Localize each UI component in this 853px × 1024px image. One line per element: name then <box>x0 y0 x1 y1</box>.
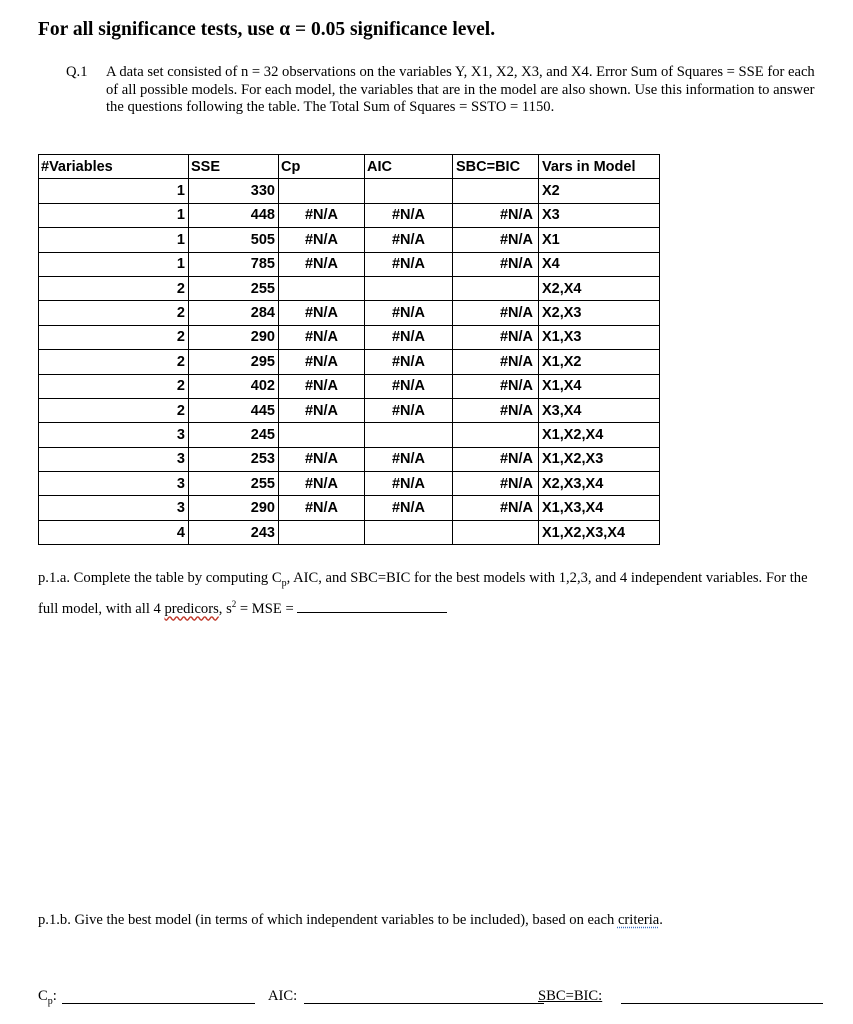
p1a-text-mid: , AIC, and SBC=BIC for the best models with 1,2,3, and 4 independent variables. For the full model, with all 4 <box>38 570 808 617</box>
sbc-answer-label: SBC=BIC: <box>538 988 603 1004</box>
cell-aic: #N/A <box>365 374 453 398</box>
cell-vars-in-model: X1,X2,X3 <box>539 447 660 471</box>
page-heading <box>38 19 495 41</box>
table-row <box>39 325 660 349</box>
cell-sse: 253 <box>189 447 279 471</box>
cell-aic: #N/A <box>365 447 453 471</box>
cell-cp: #N/A <box>279 472 365 496</box>
cell-sbc-bic: #N/A <box>453 228 539 252</box>
cell-num-variables: 1 <box>39 252 189 276</box>
table-row <box>39 447 660 471</box>
header-sbc-bic: SBC=BIC <box>453 155 539 179</box>
cell-num-variables: 4 <box>39 520 189 544</box>
mse-answer-blank[interactable] <box>297 612 447 613</box>
cell-cp: #N/A <box>279 374 365 398</box>
cell-cp: #N/A <box>279 228 365 252</box>
cell-num-variables: 3 <box>39 472 189 496</box>
models-table <box>38 154 660 545</box>
cell-aic <box>365 179 453 203</box>
cell-cp: #N/A <box>279 350 365 374</box>
cell-num-variables: 2 <box>39 301 189 325</box>
cell-vars-in-model: X1,X2,X3,X4 <box>539 520 660 544</box>
p1a-subscript-p: p <box>281 577 287 589</box>
question-text: A data set consisted of n = 32 observations on the variables Y, X1, X2, X3, and X4. Error Sum of Squares = SSE for each of all possible models. For each model, the variables that are in the model are also shown. Use this information to answer the questions following the table. The Total Sum of Squares = SSTO = 1150. <box>106 64 815 115</box>
p1b-period: . <box>659 912 663 928</box>
cell-vars-in-model: X1,X2,X4 <box>539 423 660 447</box>
cell-cp: #N/A <box>279 325 365 349</box>
heading-text-end: = 0.05 significance level. <box>290 19 496 40</box>
table-row <box>39 301 660 325</box>
cell-num-variables: 2 <box>39 325 189 349</box>
aic-answer-blank[interactable] <box>304 1003 544 1004</box>
cell-sse: 284 <box>189 301 279 325</box>
cell-sse: 295 <box>189 350 279 374</box>
cell-aic: #N/A <box>365 203 453 227</box>
question-p1b <box>38 912 663 929</box>
cell-num-variables: 1 <box>39 203 189 227</box>
table-row <box>39 398 660 422</box>
cell-sbc-bic: #N/A <box>453 325 539 349</box>
cell-sse: 290 <box>189 496 279 520</box>
cell-sse: 505 <box>189 228 279 252</box>
cell-aic: #N/A <box>365 301 453 325</box>
cell-num-variables: 2 <box>39 276 189 300</box>
misspelled-word: predicors <box>164 600 219 617</box>
table-row <box>39 179 660 203</box>
cell-sbc-bic: #N/A <box>453 252 539 276</box>
cell-sse: 445 <box>189 398 279 422</box>
cell-sbc-bic: #N/A <box>453 472 539 496</box>
p1b-text: p.1.b. Give the best model (in terms of which independent variables to be included), based on each <box>38 912 618 928</box>
cell-cp: #N/A <box>279 496 365 520</box>
cell-vars-in-model: X2,X4 <box>539 276 660 300</box>
cell-aic <box>365 520 453 544</box>
p1a-text: p.1.a. Complete the table by computing C <box>38 570 282 586</box>
cell-sbc-bic: #N/A <box>453 374 539 398</box>
table-row <box>39 252 660 276</box>
p1a-superscript-2: 2 <box>231 598 237 609</box>
cell-num-variables: 2 <box>39 398 189 422</box>
cell-cp <box>279 520 365 544</box>
cell-sbc-bic <box>453 520 539 544</box>
cell-cp: #N/A <box>279 203 365 227</box>
cell-aic: #N/A <box>365 496 453 520</box>
table-row <box>39 276 660 300</box>
cell-num-variables: 1 <box>39 228 189 252</box>
cell-vars-in-model: X3,X4 <box>539 398 660 422</box>
cell-cp <box>279 423 365 447</box>
cell-sbc-bic: #N/A <box>453 301 539 325</box>
table-header-row <box>39 155 660 179</box>
cell-sbc-bic <box>453 423 539 447</box>
cell-aic <box>365 423 453 447</box>
header-aic: AIC <box>365 155 453 179</box>
table-row <box>39 423 660 447</box>
cell-vars-in-model: X2,X3,X4 <box>539 472 660 496</box>
cell-sbc-bic <box>453 276 539 300</box>
header-vars-in-model: Vars in Model <box>539 155 660 179</box>
question-number: Q.1 <box>66 64 88 80</box>
cell-num-variables: 1 <box>39 179 189 203</box>
table-row <box>39 374 660 398</box>
cell-aic: #N/A <box>365 350 453 374</box>
cell-sse: 243 <box>189 520 279 544</box>
cell-sbc-bic: #N/A <box>453 203 539 227</box>
cell-vars-in-model: X3 <box>539 203 660 227</box>
cell-aic: #N/A <box>365 398 453 422</box>
table-row <box>39 472 660 496</box>
cell-aic: #N/A <box>365 252 453 276</box>
cell-cp: #N/A <box>279 398 365 422</box>
table-row <box>39 496 660 520</box>
cell-aic: #N/A <box>365 228 453 252</box>
cell-sbc-bic: #N/A <box>453 447 539 471</box>
cell-cp: #N/A <box>279 447 365 471</box>
cell-aic <box>365 276 453 300</box>
table-row <box>39 350 660 374</box>
cell-cp: #N/A <box>279 252 365 276</box>
cell-sse: 448 <box>189 203 279 227</box>
cell-vars-in-model: X4 <box>539 252 660 276</box>
header-sse: SSE <box>189 155 279 179</box>
cell-cp <box>279 276 365 300</box>
underlined-word: criteria <box>617 912 660 928</box>
alpha-symbol: α <box>279 19 291 40</box>
cell-vars-in-model: X2,X3 <box>539 301 660 325</box>
cell-vars-in-model: X1,X2 <box>539 350 660 374</box>
header-cp: Cp <box>279 155 365 179</box>
cell-sse: 402 <box>189 374 279 398</box>
cell-num-variables: 3 <box>39 447 189 471</box>
cell-vars-in-model: X1,X3,X4 <box>539 496 660 520</box>
cell-sse: 330 <box>189 179 279 203</box>
cell-num-variables: 2 <box>39 374 189 398</box>
p1a-text-end: = MSE = <box>236 600 298 617</box>
cell-cp <box>279 179 365 203</box>
cell-aic: #N/A <box>365 472 453 496</box>
cp-answer-label: $C_p$: <box>38 988 57 1007</box>
table-body <box>39 179 660 545</box>
aic-answer-label: AIC: <box>268 988 298 1004</box>
question-p1a <box>38 568 828 619</box>
cell-sse: 785 <box>189 252 279 276</box>
cell-num-variables: 3 <box>39 423 189 447</box>
cell-vars-in-model: X2 <box>539 179 660 203</box>
cp-answer-blank[interactable] <box>62 1003 255 1004</box>
header-num-variables: #Variables <box>39 155 189 179</box>
cell-num-variables: 3 <box>39 496 189 520</box>
cell-sbc-bic <box>453 179 539 203</box>
cell-sbc-bic: #N/A <box>453 350 539 374</box>
heading-text: For all significance tests, use <box>38 19 280 40</box>
cell-cp: #N/A <box>279 301 365 325</box>
cell-num-variables: 2 <box>39 350 189 374</box>
table-row <box>39 203 660 227</box>
cell-aic: #N/A <box>365 325 453 349</box>
cell-vars-in-model: X1,X3 <box>539 325 660 349</box>
question-1 <box>66 64 821 117</box>
cell-sbc-bic: #N/A <box>453 496 539 520</box>
p1a-text-after: , s <box>218 600 232 617</box>
cell-sse: 290 <box>189 325 279 349</box>
table-row <box>39 228 660 252</box>
cell-sse: 245 <box>189 423 279 447</box>
cell-sbc-bic: #N/A <box>453 398 539 422</box>
cell-vars-in-model: X1,X4 <box>539 374 660 398</box>
cell-sse: 255 <box>189 472 279 496</box>
cell-vars-in-model: X1 <box>539 228 660 252</box>
table-row <box>39 520 660 544</box>
cell-sse: 255 <box>189 276 279 300</box>
sbc-answer-blank[interactable] <box>621 1003 823 1004</box>
